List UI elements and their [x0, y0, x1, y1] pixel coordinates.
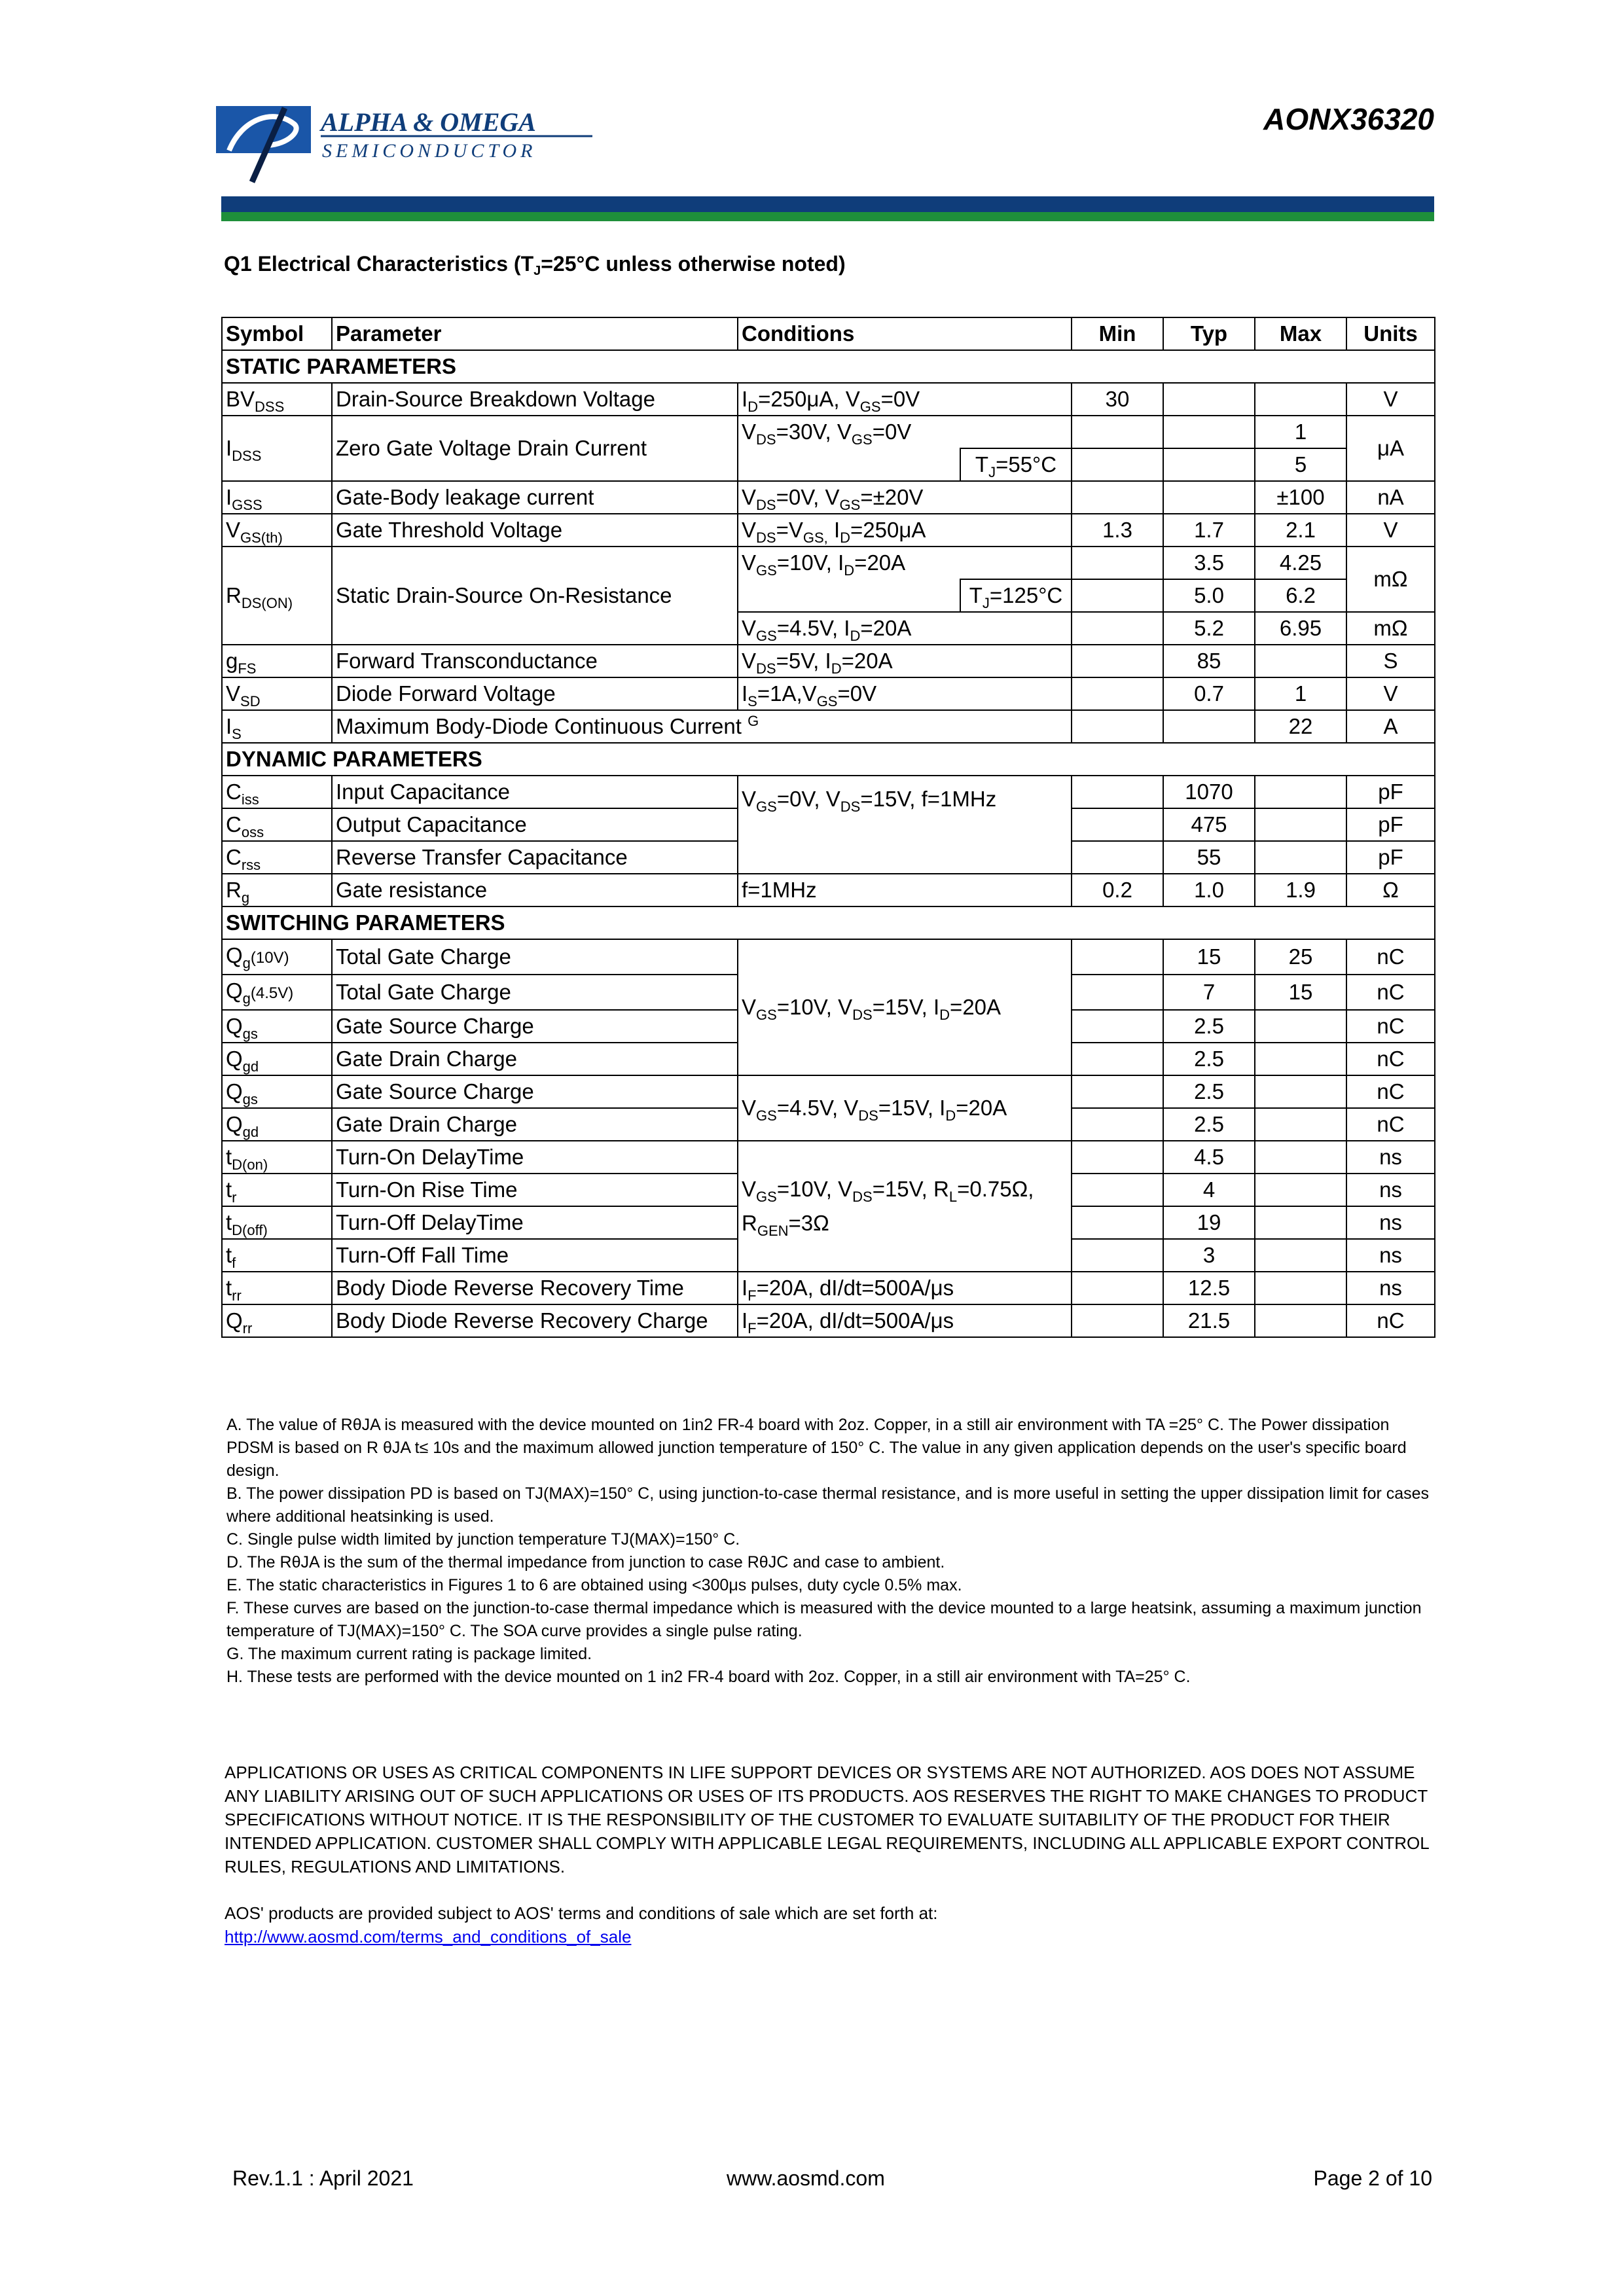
symbol: $V_{GS(th)}$	[222, 514, 332, 547]
table-row: $V_{SD}$ Diode Forward Voltage $I_S=1A,V_{GS}=0V$ 0.7 1 V	[222, 677, 1435, 710]
header-bar-navy	[221, 196, 1434, 212]
svg-text:ALPHA & OMEGA: ALPHA & OMEGA	[321, 107, 536, 137]
table-row: $R_{DS(ON)}$ Static Drain-Source On-Resistance $V_{GS}=10V$, $I_D=20A$ 3.5 4.25 mΩ	[222, 547, 1435, 579]
col-max: Max	[1255, 317, 1346, 350]
table-row: $Q_g(10V)$ Total Gate Charge $V_{GS}=10V$, $V_{DS}=15V$, $I_D=20A$ 15 25 nC	[222, 939, 1435, 975]
symbol: $Q_{rr}$	[222, 1304, 332, 1337]
note-c: C. Single pulse width limited by junction temperature TJ(MAX)=150° C.	[226, 1530, 740, 1549]
company-logo	[216, 105, 596, 183]
table-row: $Q_{gs}$ Gate Source Charge $V_{GS}=4.5V$, $V_{DS}=15V$, $I_D=20A$ 2.5 nC	[222, 1075, 1435, 1108]
symbol: $I_{DSS}$	[222, 416, 332, 481]
part-number: AONX36320	[1263, 102, 1434, 136]
conditions: $V_{DS}=30V$, $V_{GS}=0V$	[738, 416, 1072, 448]
table-row: $C_{rss}$ Reverse Transfer Capacitance 55 pF	[222, 841, 1435, 874]
note-e: E. The static characteristics in Figures 1 to 6 are obtained using <300μs pulses, duty cycle 0.5% max.	[226, 1576, 962, 1594]
note-h: H. These tests are performed with the device mounted on 1 in2 FR-4 board with 2oz. Copper, in a still air environment with TA=25° C.	[226, 1668, 1191, 1686]
table-row: $T_J=125^\circ C$ 5.0 6.2	[222, 579, 1435, 612]
symbol: $V_{SD}$	[222, 677, 332, 710]
table-row: $t_{D(on)}$ Turn-On DelayTime $V_{GS}=10V$, $V_{DS}=15V$, $R_L=0.75\Omega$, $R_{GEN}=3\Omega$ 4.5 ns	[222, 1141, 1435, 1174]
symbol: $Q_{gd}$	[222, 1043, 332, 1075]
table-row: $I_S$ Maximum Body-Diode Continuous Current $^G$ 22 A	[222, 710, 1435, 743]
section-dynamic: DYNAMIC PARAMETERS	[222, 743, 1435, 776]
table-row: $t_r$ Turn-On Rise Time 4 ns	[222, 1174, 1435, 1206]
symbol: $Q_{gs}$	[222, 1010, 332, 1043]
symbol: $R_{DS(ON)}$	[222, 547, 332, 645]
header-bar-green	[221, 212, 1434, 221]
symbol: $Q_g(10V)$	[222, 939, 332, 975]
table-row: $BV_{DSS}$ Drain-Source Breakdown Voltage $I_D=250\mu A$, $V_{GS}=0V$ 30 V	[222, 383, 1435, 416]
col-typ: Typ	[1163, 317, 1255, 350]
table-row: $I_{DSS}$ Zero Gate Voltage Drain Current $V_{DS}=30V$, $V_{GS}=0V$ 1 μA	[222, 416, 1435, 448]
section-switching: SWITCHING PARAMETERS	[222, 906, 1435, 939]
symbol: $Q_{gd}$	[222, 1108, 332, 1141]
col-conditions: Conditions	[738, 317, 1072, 350]
symbol: $R_g$	[222, 874, 332, 906]
symbol: $Q_g(4.5V)$	[222, 975, 332, 1010]
note-b: B. The power dissipation PD is based on TJ(MAX)=150° C, using junction-to-case thermal resistance, and is more useful in setting the upper dissipation limit for cases where additional heatsinking is used.	[226, 1484, 1430, 1526]
symbol: $t_r$	[222, 1174, 332, 1206]
section-title: Q1 Electrical Characteristics ($T_J=25^\circ C$ unless otherwise noted)	[224, 252, 846, 278]
symbol: $C_{iss}$	[222, 776, 332, 808]
symbol: $Q_{gs}$	[222, 1075, 332, 1108]
symbol: $t_{rr}$	[222, 1272, 332, 1304]
table-row: $C_{iss}$ Input Capacitance $V_{GS}=0V$, $V_{DS}=15V$, f=1MHz 1070 pF	[222, 776, 1435, 808]
table-row: $Q_{gd}$ Gate Drain Charge 2.5 nC	[222, 1108, 1435, 1141]
footer-revision: Rev.1.1 : April 2021	[232, 2166, 414, 2190]
table-row: $V_{GS}=4.5V$, $I_D=20A$ 5.2 6.95 mΩ	[222, 612, 1435, 645]
col-units: Units	[1346, 317, 1435, 350]
section-static: STATIC PARAMETERS	[222, 350, 1435, 383]
terms-text: AOS' products are provided subject to AOS' terms and conditions of sale which are set forth at:	[225, 1903, 938, 1923]
parameter: Zero Gate Voltage Drain Current	[332, 416, 738, 481]
table-row: $V_{GS(th)}$ Gate Threshold Voltage $V_{DS}=V_{GS,}$ $I_D=250\mu A$ 1.3 1.7 2.1 V	[222, 514, 1435, 547]
col-min: Min	[1072, 317, 1163, 350]
note-g: G. The maximum current rating is package limited.	[226, 1645, 592, 1663]
conditions: $I_D=250\mu A$, $V_{GS}=0V$	[738, 383, 1072, 416]
table-row: $Q_g(4.5V)$ Total Gate Charge 7 15 nC	[222, 975, 1435, 1010]
table-row: $R_g$ Gate resistance f=1MHz 0.2 1.0 1.9 Ω	[222, 874, 1435, 906]
parameter: Drain-Source Breakdown Voltage	[332, 383, 738, 416]
footer-page-number: Page 2 of 10	[1313, 2166, 1432, 2190]
symbol: $C_{oss}$	[222, 808, 332, 841]
table-row: $Q_{rr}$ Body Diode Reverse Recovery Charge $I_F=20A$, dI/dt=500A/μs 21.5 nC	[222, 1304, 1435, 1337]
table-row: $T_J=55^\circ C$ 5	[222, 448, 1435, 481]
symbol: $I_S$	[222, 710, 332, 743]
symbol: $g_{FS}$	[222, 645, 332, 677]
symbol: $C_{rss}$	[222, 841, 332, 874]
table-row: $Q_{gd}$ Gate Drain Charge 2.5 nC	[222, 1043, 1435, 1075]
symbol: $t_{D(off)}$	[222, 1206, 332, 1239]
col-parameter: Parameter	[332, 317, 738, 350]
table-row: $t_f$ Turn-Off Fall Time 3 ns	[222, 1239, 1435, 1272]
table-row: $g_{FS}$ Forward Transconductance $V_{DS}=5V$, $I_D=20A$ 85 S	[222, 645, 1435, 677]
symbol: $I_{GSS}$	[222, 481, 332, 514]
table-row: $C_{oss}$ Output Capacitance 475 pF	[222, 808, 1435, 841]
table-row: $Q_{gs}$ Gate Source Charge 2.5 nC	[222, 1010, 1435, 1043]
electrical-characteristics-table	[221, 317, 1434, 1338]
svg-text:SEMICONDUCTOR: SEMICONDUCTOR	[322, 140, 537, 162]
note-d: D. The RθJA is the sum of the thermal impedance from junction to case RθJC and case to ambient.	[226, 1553, 945, 1571]
conditions-tj: $T_J=55^\circ C$	[960, 448, 1072, 481]
table-row: $t_{rr}$ Body Diode Reverse Recovery Time $I_F=20A$, dI/dt=500A/μs 12.5 ns	[222, 1272, 1435, 1304]
col-symbol: Symbol	[222, 317, 332, 350]
symbol: $t_{D(on)}$	[222, 1141, 332, 1174]
note-a: A. The value of RθJA is measured with the device mounted on 1in2 FR-4 board with 2oz. Copper, in a still air environment with TA =25° C. The Power dissipation PDSM is based on R θJA t≤ 10s and the maximum allowed junction temperature of 150° C. The value in any given application depends on the user's specific board design.	[226, 1416, 1407, 1480]
symbol: $t_f$	[222, 1239, 332, 1272]
footer-website: www.aosmd.com	[727, 2166, 885, 2190]
note-f: F. These curves are based on the junction-to-case thermal impedance which is measured with the device mounted to a large heatsink, assuming a maximum junction temperature of TJ(MAX)=150° C. The SOA curve provides a single pulse rating.	[226, 1599, 1422, 1640]
terms-link[interactable]: http://www.aosmd.com/terms_and_conditions_of_sale	[225, 1927, 632, 1946]
legal-disclaimer: APPLICATIONS OR USES AS CRITICAL COMPONENTS IN LIFE SUPPORT DEVICES OR SYSTEMS ARE NOT AUTHORIZED. AOS DOES NOT ASSUME ANY LIABILITY ARISING OUT OF SUCH APPLICATIONS OR USES OF ITS PRODUCTS. AOS RESERVES THE RIGHT TO MAKE CHANGES TO PRODUCT SPECIFICATIONS WITHOUT NOTICE. IT IS THE RESPONSIBILITY OF THE CUSTOMER TO EVALUATE SUITABILITY OF THE PRODUCT FOR THEIR INTENDED APPLICATION. CUSTOMER SHALL COMPLY WITH APPLICABLE LEGAL REQUIREMENTS, INCLUDING ALL APPLICABLE EXPORT CONTROL RULES, REGULATIONS AND LIMITATIONS.	[225, 1763, 1429, 1876]
table-row: $t_{D(off)}$ Turn-Off DelayTime 19 ns	[222, 1206, 1435, 1239]
table-header-row	[222, 317, 1435, 350]
symbol: $BV_{DSS}$	[222, 383, 332, 416]
terms-block	[225, 1901, 1442, 1948]
footnotes	[226, 1414, 1434, 1689]
table-row: $I_{GSS}$ Gate-Body leakage current $V_{DS}=0V$, $V_{GS}=\pm 20V$ ±100 nA	[222, 481, 1435, 514]
